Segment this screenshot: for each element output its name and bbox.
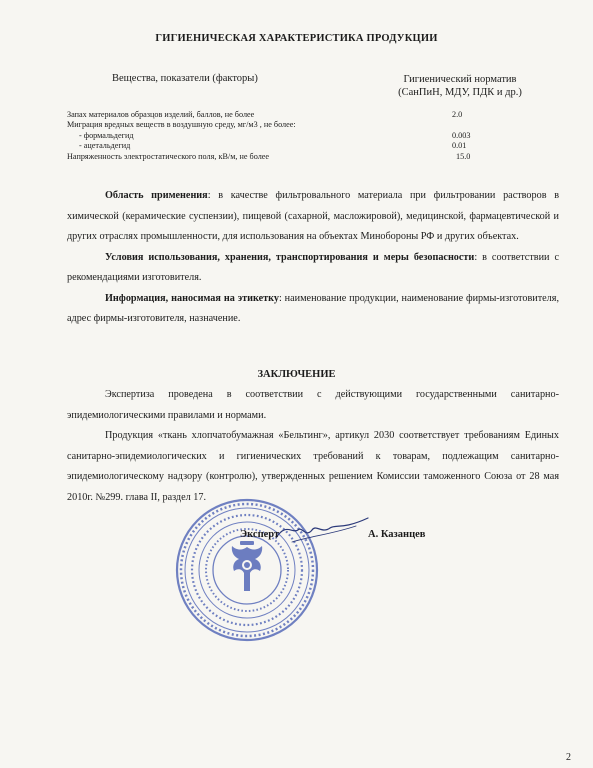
- scope-label: Область применения: [105, 190, 208, 201]
- row-value: 0.003: [452, 130, 471, 140]
- row-value: 0.01: [452, 141, 467, 151]
- conditions-text: : в соответствии с рекомендациями изготовителя.: [67, 251, 560, 283]
- hygiene-table: [67, 110, 537, 162]
- scope-paragraph: [67, 186, 559, 248]
- conclusion-title: ЗАКЛЮЧЕНИЕ: [257, 369, 336, 380]
- row-label: - ацетальдегид: [79, 141, 131, 151]
- column-header-norm: [385, 73, 535, 99]
- expert-signature-line: [240, 529, 426, 540]
- product-info-section: [67, 186, 559, 330]
- expert-label: Эксперт: [240, 529, 280, 540]
- row-value: 15.0: [456, 151, 471, 161]
- column-header-norm-line2: (СанПиН, МДУ, ПДК и др.): [398, 87, 522, 98]
- conditions-paragraph: [67, 248, 559, 289]
- table-row: [67, 110, 537, 120]
- row-label: - формальдегид: [79, 130, 134, 140]
- page-number: 2: [566, 752, 571, 763]
- column-header-norm-line1: Гигиенический норматив: [403, 74, 517, 85]
- label-info-label: Информация, наносимая на этикетку: [105, 292, 279, 304]
- label-info-paragraph: [67, 289, 559, 330]
- row-label: Напряженность электростатического поля, кВ/м, не более: [67, 151, 270, 161]
- table-row: [67, 152, 537, 162]
- table-row: [67, 120, 537, 130]
- row-label: Запах материалов образцов изделий, баллов, не более: [67, 110, 255, 119]
- row-value: 2.0: [452, 110, 463, 119]
- row-label: Миграция вредных веществ в воздушную среду, мг/м3 , не более:: [67, 120, 296, 130]
- scope-text: : в качестве фильтровального материала при фильтровании растворов в химической (керамические суспензии), пищевой (сахарной, масложировой), медицинской, фармацевтической и других отраслях промышленности, для использования на объектах Минобороны РФ и других объектах.: [67, 190, 560, 242]
- column-header-substances: Вещества, показатели (факторы): [112, 73, 258, 84]
- document-title: ГИГИЕНИЧЕСКАЯ ХАРАКТЕРИСТИКА ПРОДУКЦИИ: [155, 33, 438, 44]
- conclusion-section: [67, 385, 559, 508]
- conclusion-paragraph-1: Экспертиза проведена в соответствии с действующими государственными санитарно-эпидемиологическими правилами и нормами.: [67, 389, 559, 421]
- label-info-text: : наименование продукции, наименование фирмы-изготовителя, адрес фирмы-изготовителя, назначение.: [67, 292, 560, 324]
- conclusion-paragraph-2: Продукция «ткань хлопчатобумажная «Бельтинг», артикул 2030 соответствует требованиям Единых санитарно-эпидемиологических и гигиенических требований к товарам, подлежащим санитарно-эпидемиологическому надзору (контролю), утвержденных решением Комиссии таможенного Союза от 28 мая 2010г. №299. глава II, раздел 17.: [67, 430, 559, 503]
- table-row: [67, 131, 537, 141]
- table-row: [67, 141, 537, 151]
- expert-name: А. Казанцев: [368, 529, 426, 540]
- expert-signature-icon: [272, 508, 372, 548]
- conditions-label: Условия использования, хранения, транспортирования и меры безопасности: [105, 251, 475, 263]
